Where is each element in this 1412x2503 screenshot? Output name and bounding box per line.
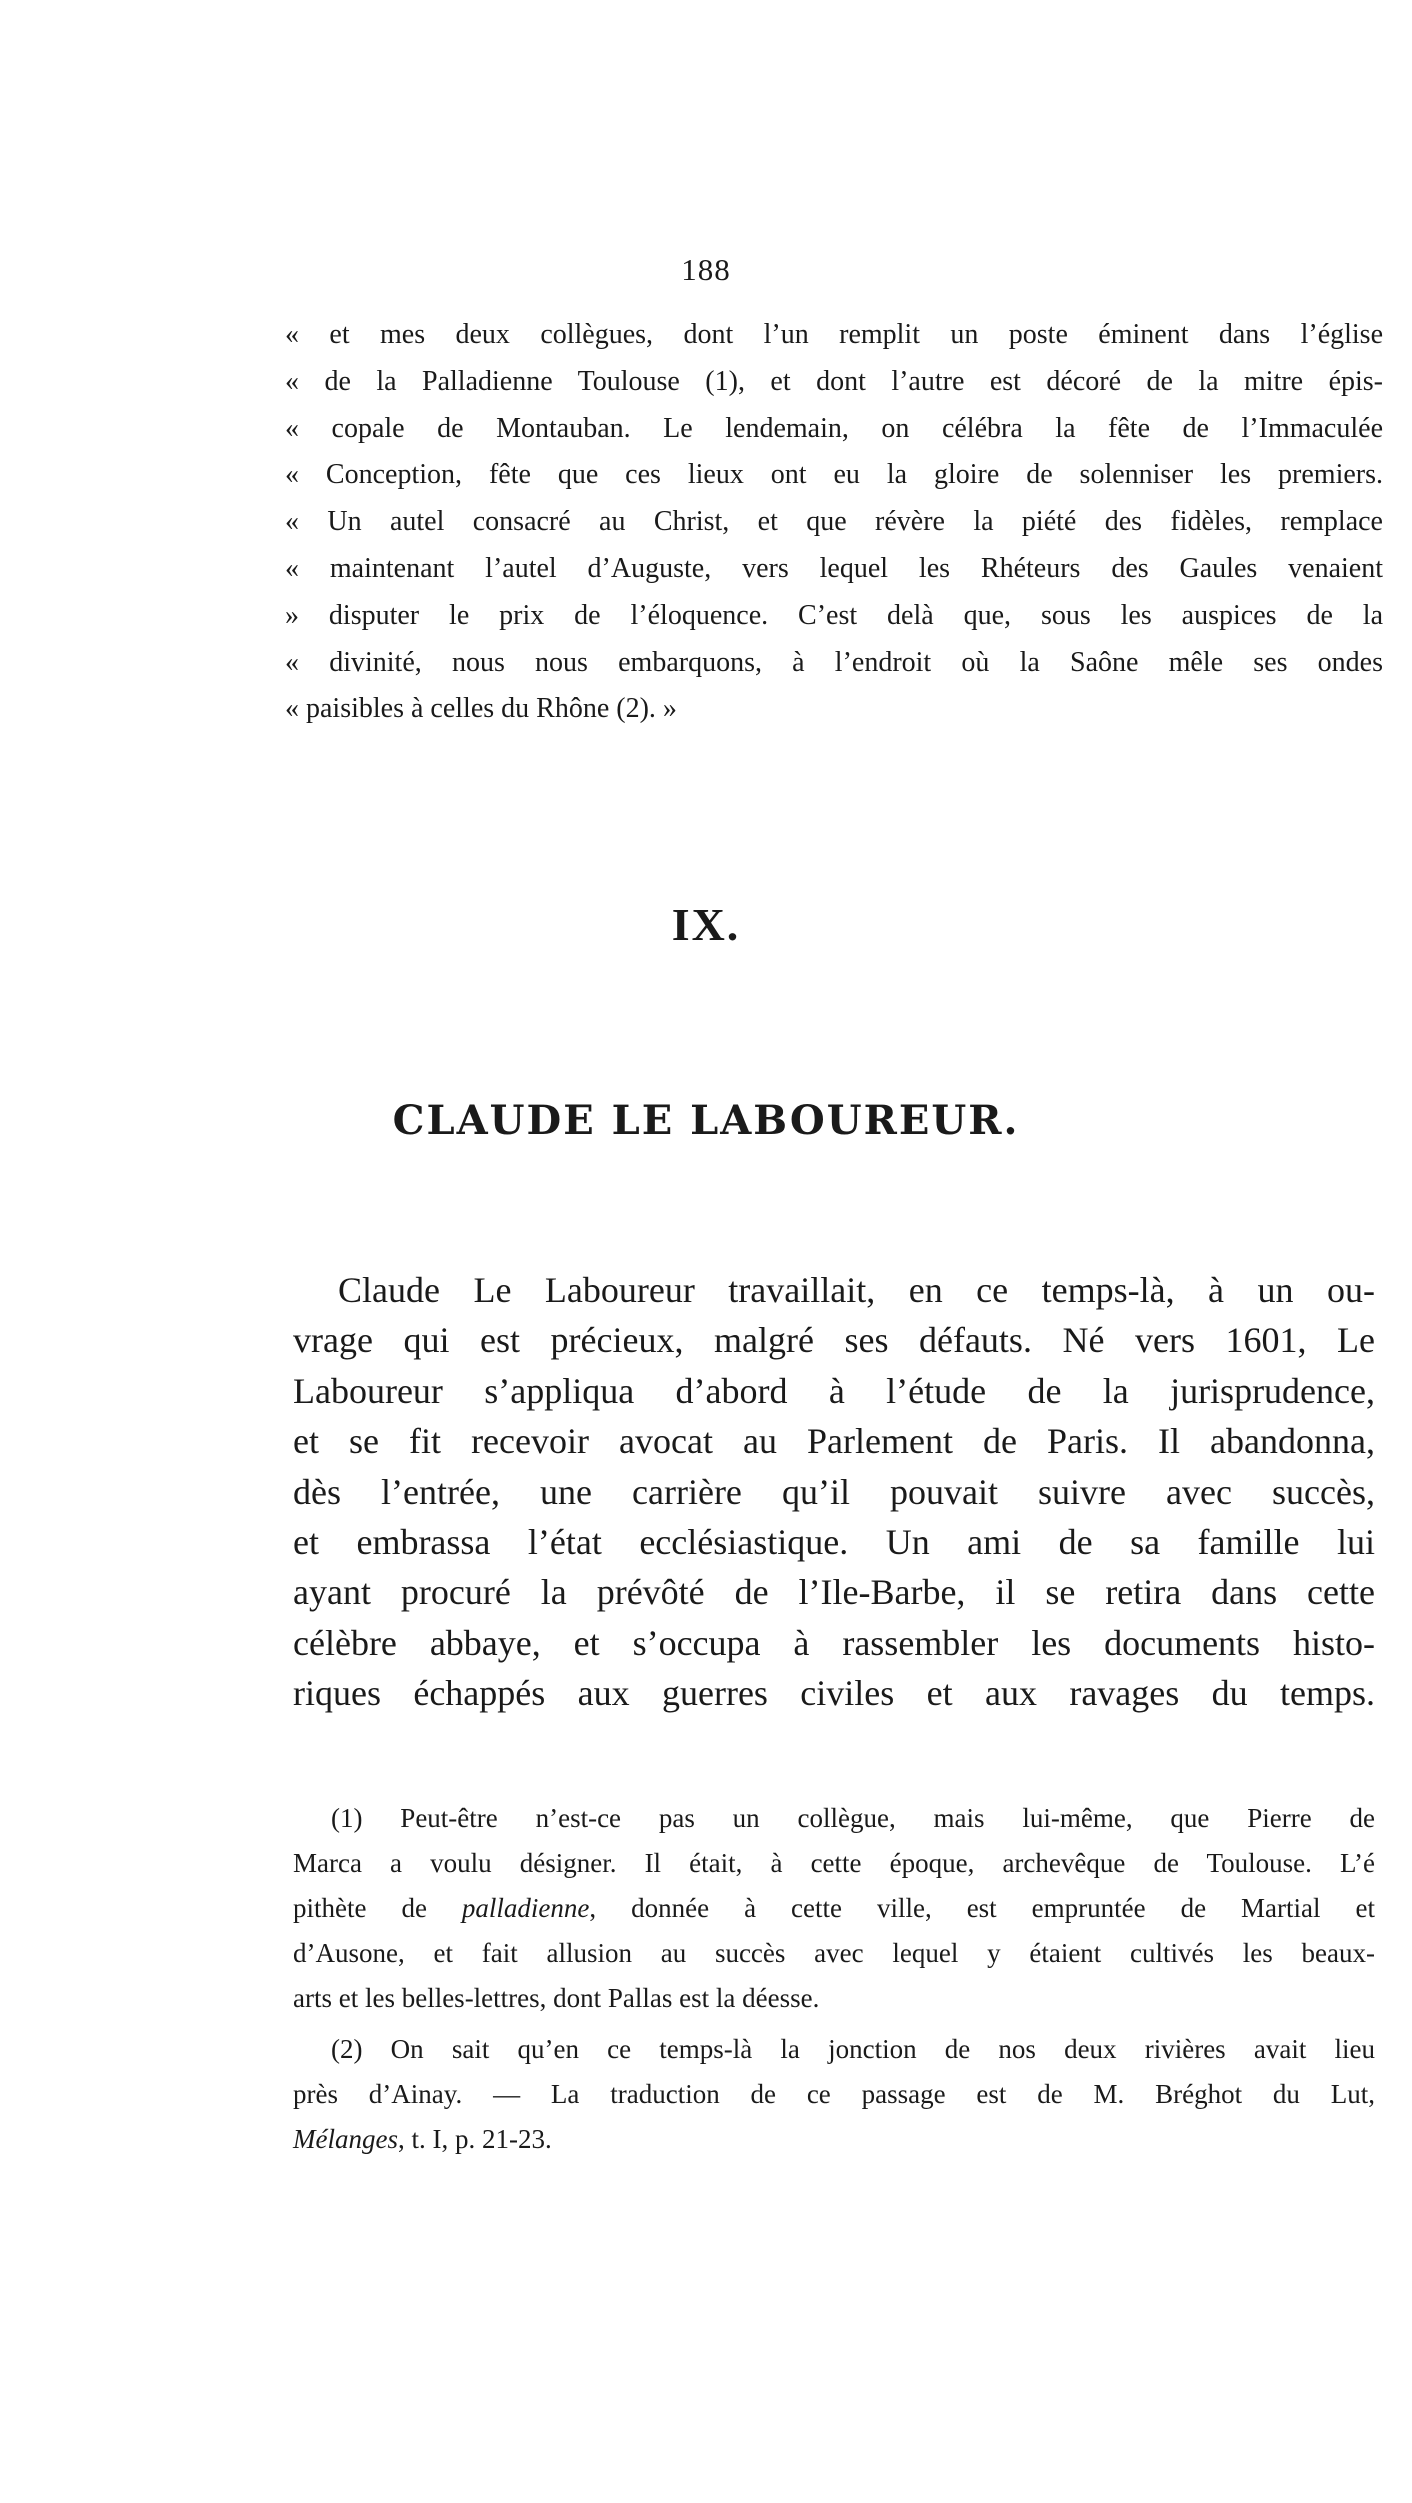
quote-line: » disputer le prix de l’éloquence. C’est delà que, sous les auspices de la: [285, 599, 1383, 631]
quote-line: « Un autel consacré au Christ, et que révère la piété des fidèles, remplace: [285, 506, 1383, 538]
footnote-line: arts et les belles-lettres, dont Pallas est la déesse.: [293, 1983, 820, 2013]
quote-line: « et mes deux collègues, dont l’un remplit un poste éminent dans l’église: [285, 319, 1383, 350]
chapter-number: IX.: [671, 899, 741, 950]
footnote-line: près d’Ainay. — La traduction de ce passage est de M. Bréghot du Lut,: [293, 2079, 1375, 2109]
footnote-1: [293, 1796, 1375, 2021]
body-line: célèbre abbaye, et s’occupa à rassembler les documents histo-: [293, 1622, 1375, 1663]
body-line: dès l’entrée, une carrière qu’il pouvait suivre avec succès,: [293, 1471, 1375, 1512]
footnote-italic: Mélanges: [293, 2124, 398, 2154]
quote-line: « divinité, nous nous embarquons, à l’endroit où la Saône mêle ses ondes: [285, 646, 1383, 678]
page-number: 188: [681, 252, 731, 287]
body-line: et embrassa l’état ecclésiastique. Un ami de sa famille lui: [293, 1521, 1375, 1562]
footnote-text: , t. I, p. 21-23.: [397, 2124, 552, 2154]
footnote-line: d’Ausone, et fait allusion au succès avec lequel y étaient cultivés les beaux-: [293, 1938, 1375, 1968]
body-line: Claude Le Laboureur travaillait, en ce temps-là, à un ou-: [338, 1270, 1375, 1310]
quote-line: « copale de Montauban. Le lendemain, on célébra la fête de l’Immaculée: [285, 412, 1383, 444]
footnote-line: (2) On sait qu’en ce temps-là la jonction de nos deux rivières avait lieu: [331, 2034, 1375, 2064]
body-line: vrage qui est précieux, malgré ses défauts. Né vers 1601, Le: [293, 1320, 1375, 1361]
body-line: et se fit recevoir avocat au Parlement de Paris. Il abandonna,: [293, 1421, 1375, 1462]
footnote-text: pithète de: [293, 1893, 462, 1923]
quote-line: « Conception, fête que ces lieux ont eu la gloire de solenniser les premiers.: [285, 459, 1383, 491]
footnote-text: , donnée à cette ville, est empruntée de Martial et: [589, 1893, 1375, 1923]
body-line: riques échappés aux guerres civiles et aux ravages du temps.: [293, 1673, 1375, 1714]
quote-line: « de la Palladienne Toulouse (1), et dont l’autre est décoré de la mitre épis-: [285, 365, 1383, 397]
footnotes: [293, 1796, 1375, 2162]
footnote-line: [293, 2117, 1375, 2162]
quote-line: « paisibles à celles du Rhône (2). »: [285, 693, 677, 725]
chapter-title: CLAUDE LE LABOUREUR.: [392, 1097, 1020, 1144]
body-line: Laboureur s’appliqua d’abord à l’étude de la jurisprudence,: [293, 1370, 1375, 1411]
body-line: ayant procuré la prévôté de l’Ile-Barbe, il se retira dans cette: [293, 1572, 1375, 1613]
quote-line: « maintenant l’autel d’Auguste, vers lequel les Rhéteurs des Gaules venaient: [285, 552, 1383, 584]
quote-block: [285, 312, 1383, 733]
footnote-line: Marca a voulu désigner. Il était, à cette époque, archevêque de Toulouse. L’é: [293, 1848, 1375, 1878]
body-paragraph: [293, 1265, 1375, 1719]
footnote-line: [293, 1886, 1375, 1931]
footnote-line: (1) Peut-être n’est-ce pas un collègue, mais lui-même, que Pierre de: [331, 1803, 1375, 1833]
footnote-2: [293, 2027, 1375, 2162]
footnote-italic: palladienne: [461, 1893, 590, 1923]
